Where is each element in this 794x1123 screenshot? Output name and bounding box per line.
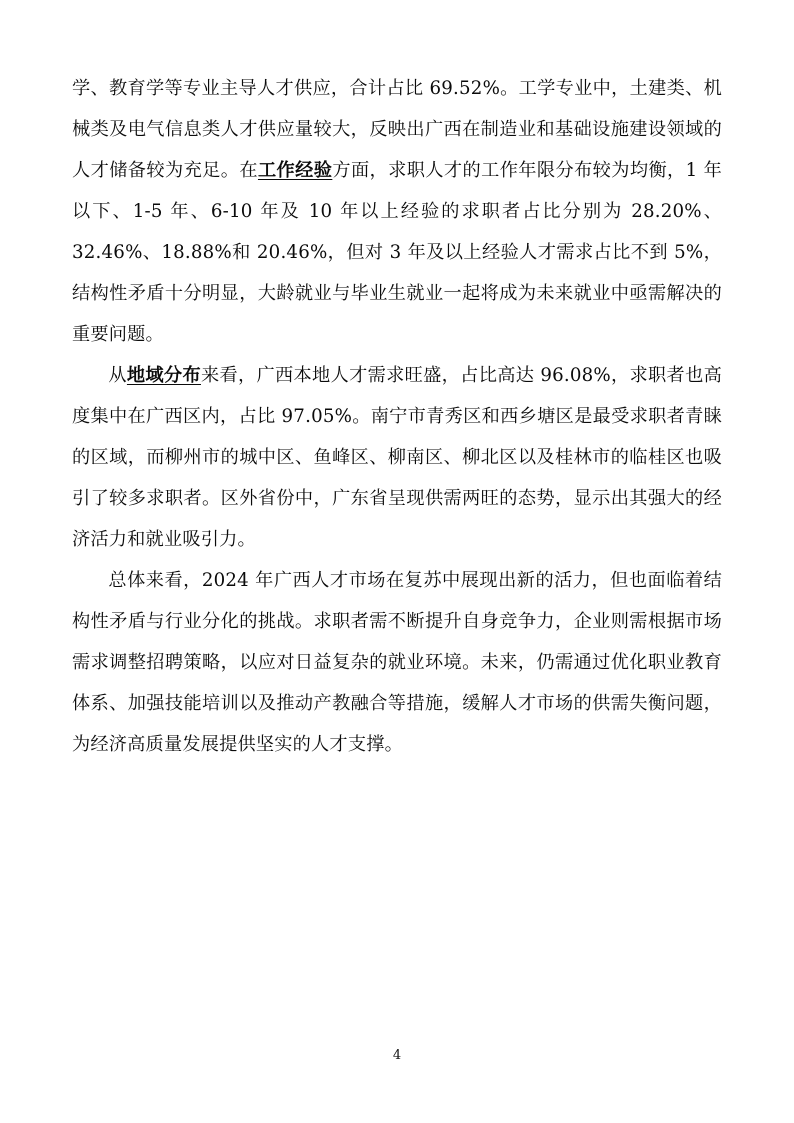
paragraph-1: 学、教育学等专业主导人才供应，合计占比 69.52%。工学专业中，土建类、机械类及电气信息类人才供应量较大，反映出广西在制造业和基础设施建设领域的人才储备较为充足。在工作经验方面，求职人才的工作年限分布较为均衡，1 年以下、1-5 年、6-10 年及 10 年以上经验的求职者占比分别为 28.20%、32.46%、18.88%和 20.46%，但对 3 年及以上经验人才需求占比不到 5%，结构性矛盾十分明显，大龄就业与毕业生就业一起将成为未来就业中亟需解决的重要问题。 bbox=[72, 78, 722, 345]
page-number: 4 bbox=[392, 1048, 402, 1063]
paragraph-3: 总体来看，2024 年广西人才市场在复苏中展现出新的活力，但也面临着结构性矛盾与行业分化的挑战。求职者需不断提升自身竞争力，企业则需根据市场需求调整招聘策略，以应对日益复杂的就业环境。未来，仍需通过优化职业教育体系、加强技能培训以及推动产教融合等措施，缓解人才市场的供需失衡问题，为经济高质量发展提供坚实的人才支撑。 bbox=[72, 570, 722, 755]
document-body bbox=[72, 68, 722, 765]
emphasized-term: 地域分布 bbox=[126, 365, 201, 386]
paragraph-2: 从地域分布来看，广西本地人才需求旺盛，占比高达 96.08%，求职者也高度集中在广西区内，占比 97.05%。南宁市青秀区和西乡塘区是最受求职者青睐的区域，而柳州市的城中区、鱼峰区、柳南区、柳北区以及桂林市的临桂区也吸引了较多求职者。区外省份中，广东省呈现供需两旺的态势，显示出其强大的经济活力和就业吸引力。 bbox=[72, 365, 722, 550]
emphasized-term: 工作经验 bbox=[257, 160, 333, 181]
